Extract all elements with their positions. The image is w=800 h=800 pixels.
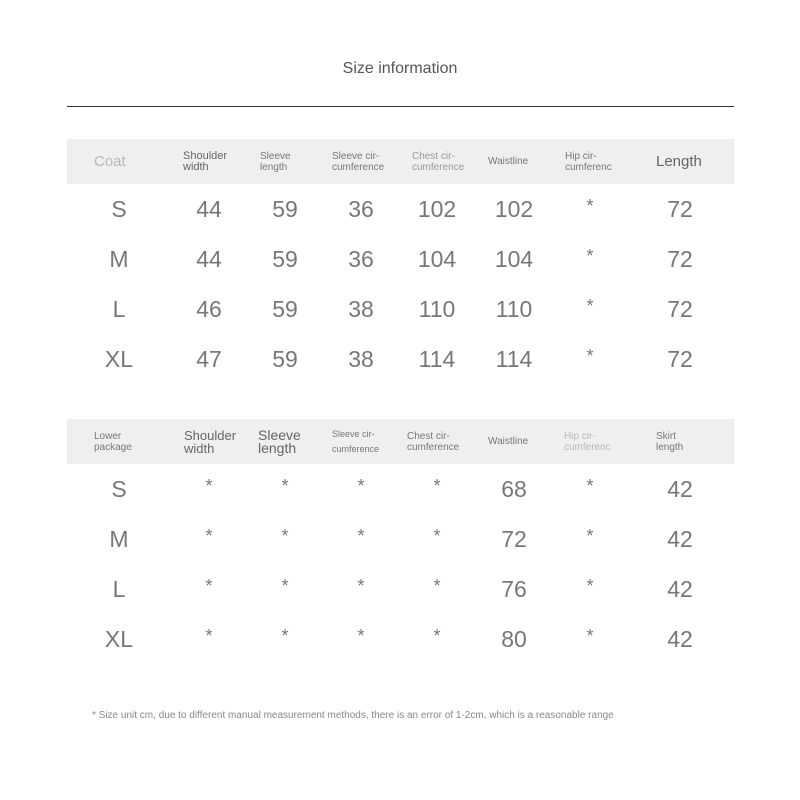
table-row	[67, 564, 734, 614]
table-cell: 72	[667, 195, 693, 222]
title-divider	[67, 106, 734, 107]
table-cell: 72	[501, 525, 527, 552]
table-cell: 42	[667, 475, 693, 502]
size-label: M	[109, 525, 129, 552]
table-cell: *	[586, 476, 594, 496]
table-cell: *	[205, 626, 213, 646]
table-cell: *	[357, 626, 365, 646]
header-sleeve-length: Sleeve length	[260, 150, 291, 173]
table-cell: 59	[272, 245, 298, 272]
table-cell: 38	[348, 345, 374, 372]
table-cell: *	[205, 576, 213, 596]
table-cell: 114	[495, 345, 533, 372]
header-shoulder-width: Shoulder width	[183, 149, 228, 173]
table-cell: 114	[418, 345, 456, 372]
table-cell: *	[433, 576, 441, 596]
table-cell: *	[586, 576, 594, 596]
coat-size-table	[67, 139, 734, 384]
table-cell: 36	[348, 245, 374, 272]
table-row	[67, 234, 734, 284]
table-row	[67, 464, 734, 514]
table-cell: 102	[494, 195, 534, 222]
table-cell: *	[357, 526, 365, 546]
table-row	[67, 334, 734, 384]
table-cell: 72	[667, 245, 693, 272]
header-sleeve-circumference: Sleeve cir- cumference	[332, 428, 380, 454]
header-lower-package: Lower package	[94, 430, 132, 453]
table-cell: *	[586, 626, 594, 646]
table-cell: *	[281, 626, 289, 646]
table-cell: 76	[501, 575, 527, 602]
table-row	[67, 614, 734, 664]
header-skirt-length: Skirt length	[656, 430, 684, 453]
header-chest-circumference: Chest cir- cumference	[407, 430, 460, 453]
header-length: Length	[656, 153, 702, 170]
lower-table-header	[67, 419, 734, 464]
header-shoulder-width: Shoulder width	[184, 427, 237, 456]
header-waistline: Waistline	[488, 436, 529, 447]
table-cell: *	[281, 526, 289, 546]
table-cell: *	[586, 196, 594, 216]
size-label: XL	[104, 625, 134, 652]
size-label: S	[111, 475, 127, 502]
size-label: L	[112, 295, 126, 322]
table-cell: 104	[494, 245, 534, 272]
header-waistline: Waistline	[488, 156, 529, 167]
table-cell: *	[433, 626, 441, 646]
table-cell: 44	[196, 245, 222, 272]
table-cell: 110	[418, 295, 456, 322]
table-cell: 102	[417, 195, 457, 222]
table-cell: 59	[272, 345, 298, 372]
table-row	[67, 514, 734, 564]
lower-package-size-table	[67, 419, 734, 664]
table-cell: 80	[501, 625, 527, 652]
size-label: L	[112, 575, 126, 602]
table-cell: *	[586, 526, 594, 546]
table-cell: *	[433, 476, 441, 496]
size-label: XL	[104, 345, 134, 372]
table-cell: 42	[667, 525, 693, 552]
table-cell: *	[357, 476, 365, 496]
table-cell: 72	[667, 295, 693, 322]
table-cell: 104	[417, 245, 457, 272]
table-cell: 72	[667, 345, 693, 372]
table-cell: 59	[272, 195, 298, 222]
table-cell: *	[281, 476, 289, 496]
table-cell: 44	[196, 195, 222, 222]
header-sleeve-length: Sleeve length	[258, 426, 301, 456]
size-label: M	[109, 245, 129, 272]
size-label: S	[111, 195, 127, 222]
table-cell: 46	[196, 295, 222, 322]
table-row	[67, 184, 734, 234]
table-cell: 42	[667, 575, 693, 602]
coat-table-header	[67, 139, 734, 184]
header-sleeve-circumference: Sleeve cir- cumference	[332, 150, 385, 173]
table-cell: 38	[348, 295, 374, 322]
header-coat: Coat	[94, 153, 126, 170]
table-cell: 59	[272, 295, 298, 322]
header-hip-circumference: Hip cir- cumferenc	[565, 150, 612, 173]
measurement-note: * Size unit cm, due to different manual measurement methods, there is an error of 1-2cm, which is a reasonable range	[92, 710, 614, 721]
table-cell: *	[205, 476, 213, 496]
page-title: Size information	[342, 60, 458, 77]
table-cell: *	[433, 526, 441, 546]
table-cell: 47	[196, 345, 222, 372]
table-cell: *	[281, 576, 289, 596]
table-cell: 110	[495, 295, 533, 322]
table-cell: 36	[348, 195, 374, 222]
table-cell: 42	[667, 625, 693, 652]
table-cell: *	[586, 246, 594, 266]
table-cell: 68	[501, 475, 527, 502]
table-cell: *	[586, 296, 594, 316]
header-hip-circumference: Hip cir- cumferenc	[564, 430, 611, 453]
table-cell: *	[586, 346, 594, 366]
table-row	[67, 284, 734, 334]
header-chest-circumference: Chest cir- cumference	[412, 150, 465, 173]
table-cell: *	[205, 526, 213, 546]
table-cell: *	[357, 576, 365, 596]
